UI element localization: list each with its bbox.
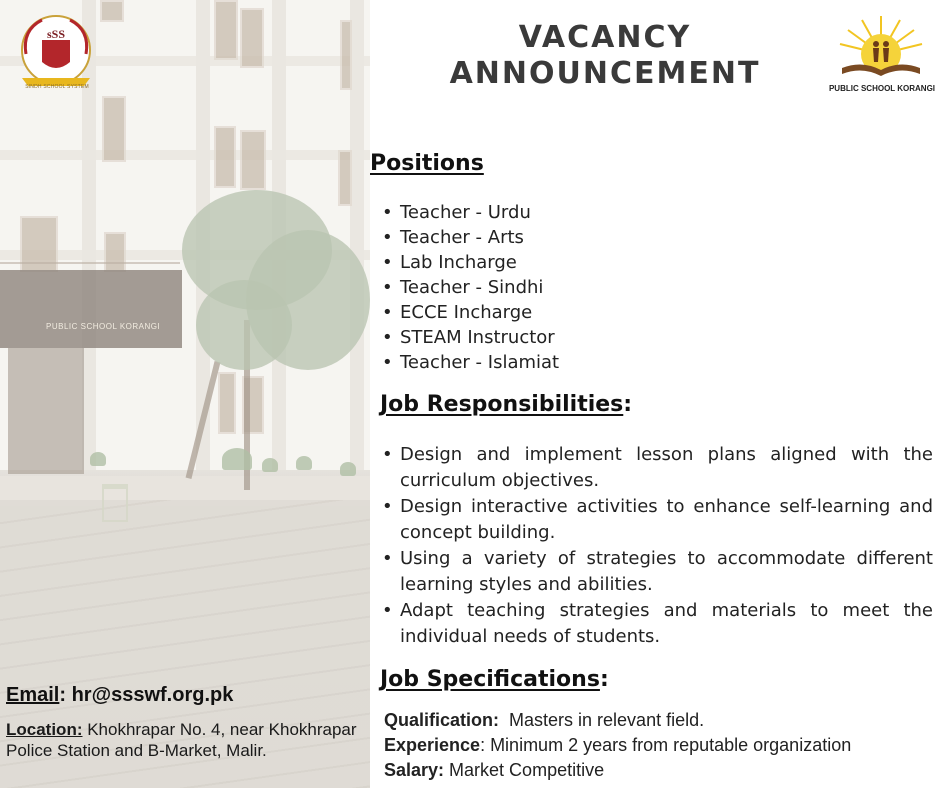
list-item: • ECCE Incharge xyxy=(380,300,680,325)
responsibilities-colon: : xyxy=(623,392,633,417)
list-item: • Lab Incharge xyxy=(380,250,680,275)
location-line xyxy=(6,719,361,761)
list-item: • Teacher - Islamiat xyxy=(380,350,680,375)
building-sign-text: PUBLIC SCHOOL KORANGI xyxy=(46,322,161,331)
specifications-heading xyxy=(380,667,609,692)
list-item: • Teacher - Urdu xyxy=(380,200,680,225)
positions-heading: Positions xyxy=(370,151,484,176)
specifications-colon: : xyxy=(599,667,609,692)
responsibilities-title: Job Responsibilities xyxy=(380,392,624,417)
specifications-title: Job Specifications xyxy=(380,667,600,692)
responsibilities-list xyxy=(380,442,933,650)
positions-list xyxy=(380,200,680,375)
list-item: • STEAM Instructor xyxy=(380,325,680,350)
list-item: • Design and implement lesson plans aligned with the curriculum objectives. xyxy=(380,442,933,494)
list-item: • Design interactive activities to enhance self-learning and concept building. xyxy=(380,494,933,546)
email-address[interactable]: : hr@ssswf.org.pk xyxy=(59,684,234,706)
list-item: • Teacher - Sindhi xyxy=(380,275,680,300)
page-title xyxy=(400,20,810,92)
responsibilities-heading xyxy=(380,392,632,417)
title-line-2: ANNOUNCEMENT xyxy=(449,56,761,91)
sindh-school-system-logo-text: SINDH SCHOOL SYSTEM xyxy=(25,84,89,90)
list-item: • Adapt teaching strategies and materials to meet the individual needs of students. xyxy=(380,598,933,650)
title-line-1: VACANCY xyxy=(518,20,692,55)
svg-text:sSS: sSS xyxy=(46,27,66,41)
email-line xyxy=(6,684,361,707)
location-label: Location: xyxy=(6,720,83,739)
salary-label: Salary: xyxy=(384,760,445,780)
list-item: • Teacher - Arts xyxy=(380,225,680,250)
experience-value: : Minimum 2 years from reputable organization xyxy=(480,735,852,755)
qualification-value: Masters in relevant field. xyxy=(499,710,705,730)
salary-value: Market Competitive xyxy=(444,760,605,780)
experience-row xyxy=(384,733,934,758)
list-item: • Using a variety of strategies to accommodate different learning styles and abilities. xyxy=(380,546,933,598)
qualification-label: Qualification: xyxy=(384,710,500,730)
public-school-korangi-logo-text: PUBLIC SCHOOL KORANGI xyxy=(828,84,936,93)
qualification-row xyxy=(384,708,934,733)
contact-info xyxy=(6,684,361,761)
location-address: Khokhrapar No. 4, near Khokhrapar Police Station and B-Market, Malir. xyxy=(6,720,357,760)
experience-label: Experience xyxy=(384,735,481,755)
email-label: Email xyxy=(6,684,60,706)
specifications-details xyxy=(384,708,934,783)
school-building-photo xyxy=(0,0,370,788)
salary-row xyxy=(384,758,934,783)
